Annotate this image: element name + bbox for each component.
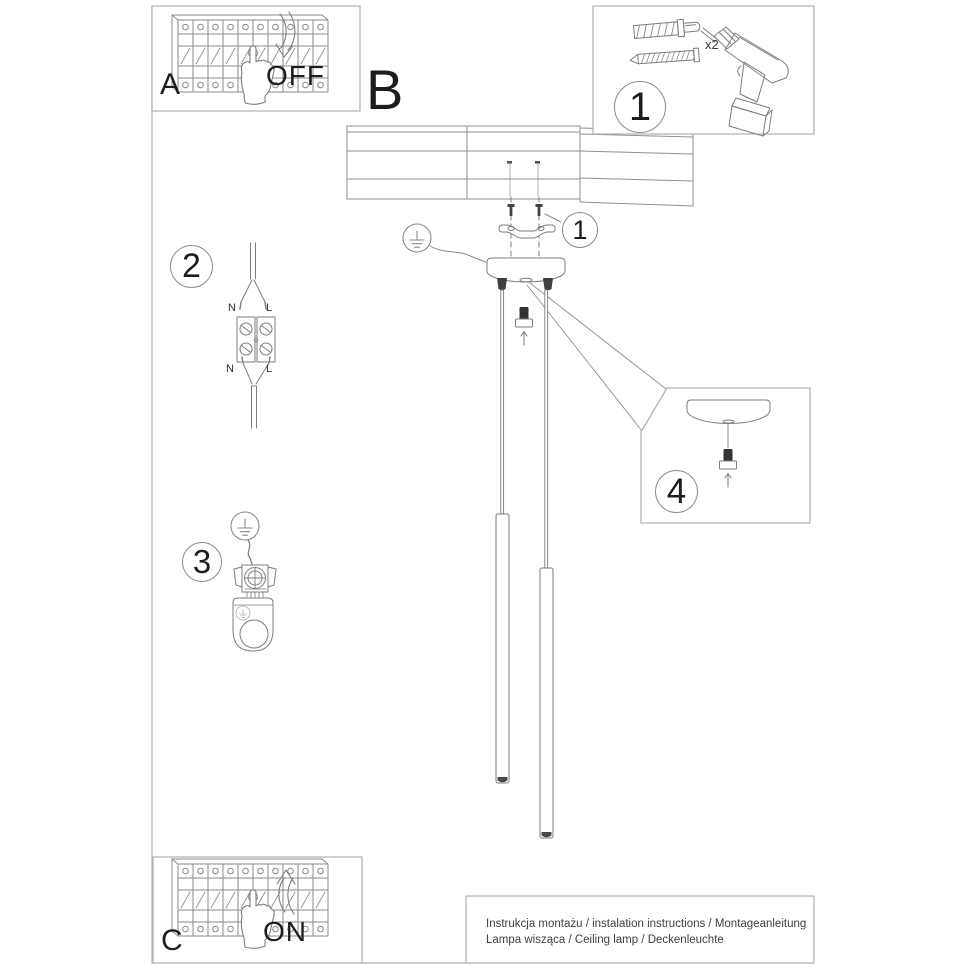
wiring-diagram-illustration [237, 243, 275, 428]
ceiling-illustration [347, 126, 693, 206]
step1-number-badge: 1 [614, 81, 666, 133]
step-b-label: B [366, 58, 404, 121]
panel-a-label: A [160, 68, 181, 101]
wire-label-l-top: L [266, 302, 273, 314]
mounting-bracket [499, 225, 555, 238]
step2-number-badge: 2 [170, 245, 213, 288]
on-label: ON [263, 916, 307, 947]
panel-c-label: C [161, 924, 183, 957]
wire-label-l-bottom: L [266, 363, 273, 375]
off-label: OFF [266, 60, 325, 91]
sheet-footer [486, 917, 806, 948]
footer-line-1: Instrukcja montażu / instalation instructions / Montageanleitung [486, 918, 807, 930]
step3-number-badge: 3 [182, 542, 222, 582]
ground-symbol-icon [403, 224, 486, 262]
mounting-screws-illustration [499, 197, 561, 256]
footer-line-2: Lampa wisząca / Ceiling lamp / Deckenleuchte [486, 933, 724, 946]
earth-clamp-illustration [231, 512, 276, 651]
wire-label-n-top: N [228, 302, 236, 314]
step4-number-badge: 4 [655, 470, 698, 513]
strain-relief-screw-icon [516, 307, 533, 345]
pendant-lamp-illustration [487, 258, 666, 838]
sheet-frame [152, 6, 814, 963]
anchor-quantity-label: x2 [705, 37, 719, 52]
wire-label-n-bottom: N [226, 363, 234, 375]
step1-callout-badge: 1 [562, 212, 598, 248]
